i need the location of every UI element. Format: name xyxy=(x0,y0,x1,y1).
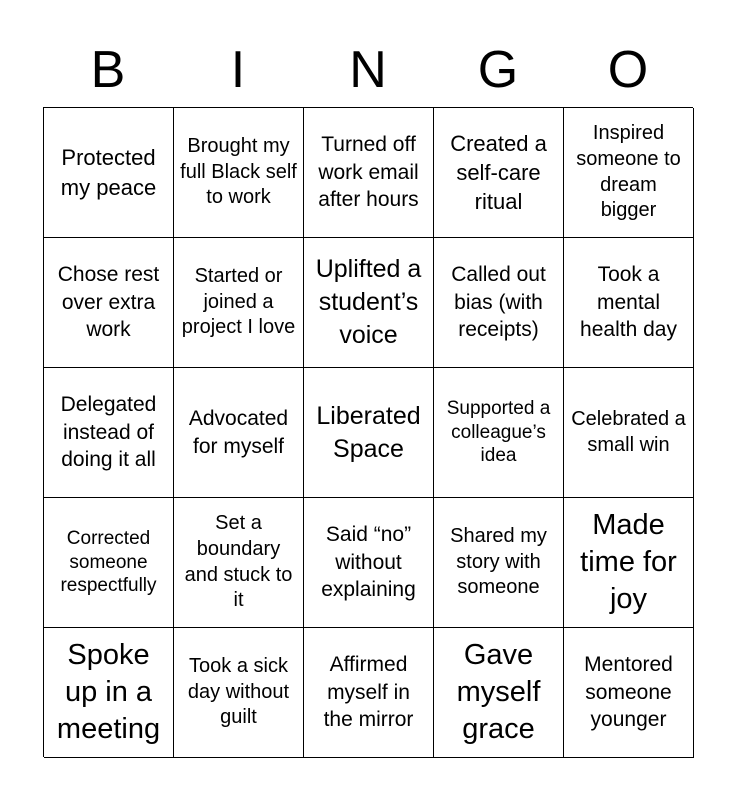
cell-text: Called out bias (with receipts) xyxy=(451,262,546,342)
cell-text: Inspired someone to dream bigger xyxy=(576,122,681,222)
bingo-cell[interactable] xyxy=(174,238,304,368)
bingo-cell[interactable] xyxy=(174,368,304,498)
bingo-cell[interactable] xyxy=(44,498,174,628)
bingo-cell[interactable] xyxy=(564,628,694,758)
cell-text: Made time for joy xyxy=(580,508,677,616)
cell-text: Celebrated a small win xyxy=(571,407,686,456)
bingo-cell[interactable] xyxy=(564,108,694,238)
cell-text: Delegated instead of doing it all xyxy=(60,392,157,472)
cell-text: Said “no” without explaining xyxy=(321,522,416,602)
cell-text: Spoke up in a meeting xyxy=(56,638,161,746)
cell-text: Supported a colleague’s idea xyxy=(446,397,551,467)
cell-text: Advocated for myself xyxy=(188,406,289,458)
bingo-cell[interactable] xyxy=(44,628,174,758)
header-letter-g: G xyxy=(477,41,519,99)
cell-text: Took a sick day without guilt xyxy=(187,655,290,729)
header-letter-n: N xyxy=(349,41,387,99)
bingo-cell[interactable] xyxy=(564,368,694,498)
bingo-cell[interactable] xyxy=(434,108,564,238)
bingo-cell[interactable] xyxy=(304,498,434,628)
cell-text: Liberated Space xyxy=(316,401,421,463)
cell-text: Gave myself grace xyxy=(456,638,541,746)
header-letter-o: O xyxy=(607,41,649,99)
bingo-cell[interactable] xyxy=(564,498,694,628)
bingo-cell[interactable] xyxy=(434,368,564,498)
bingo-cell[interactable] xyxy=(44,108,174,238)
cell-text: Shared my story with someone xyxy=(450,525,547,599)
bingo-cell[interactable] xyxy=(44,238,174,368)
bingo-cell[interactable] xyxy=(564,238,694,368)
bingo-cell[interactable] xyxy=(434,628,564,758)
cell-text: Mentored someone younger xyxy=(584,652,673,732)
bingo-header xyxy=(43,40,693,106)
bingo-cell[interactable] xyxy=(304,628,434,758)
header-letter-i: I xyxy=(230,41,246,99)
cell-text: Uplifted a student’s voice xyxy=(315,255,422,349)
bingo-cell[interactable] xyxy=(304,108,434,238)
cell-text: Started or joined a project I love xyxy=(181,265,296,339)
cell-text: Turned off work email after hours xyxy=(318,132,419,212)
cell-text: Set a boundary and stuck to it xyxy=(184,512,293,612)
free-space-cell[interactable] xyxy=(304,368,434,498)
header-letter-b: B xyxy=(90,41,126,99)
cell-text: Created a self-care ritual xyxy=(450,130,547,215)
bingo-cell[interactable] xyxy=(304,238,434,368)
bingo-cell[interactable] xyxy=(434,498,564,628)
bingo-cell[interactable] xyxy=(434,238,564,368)
cell-text: Brought my full Black self to work xyxy=(180,135,297,209)
cell-text: Took a mental health day xyxy=(580,262,677,342)
cell-text: Affirmed myself in the mirror xyxy=(323,652,414,732)
cell-text: Protected my peace xyxy=(60,145,157,200)
bingo-cell[interactable] xyxy=(174,108,304,238)
bingo-cell[interactable] xyxy=(174,498,304,628)
cell-text: Corrected someone respectfully xyxy=(60,527,157,597)
bingo-cell[interactable] xyxy=(174,628,304,758)
cell-text: Chose rest over extra work xyxy=(57,262,160,342)
bingo-cell[interactable] xyxy=(44,368,174,498)
bingo-board xyxy=(43,107,693,757)
